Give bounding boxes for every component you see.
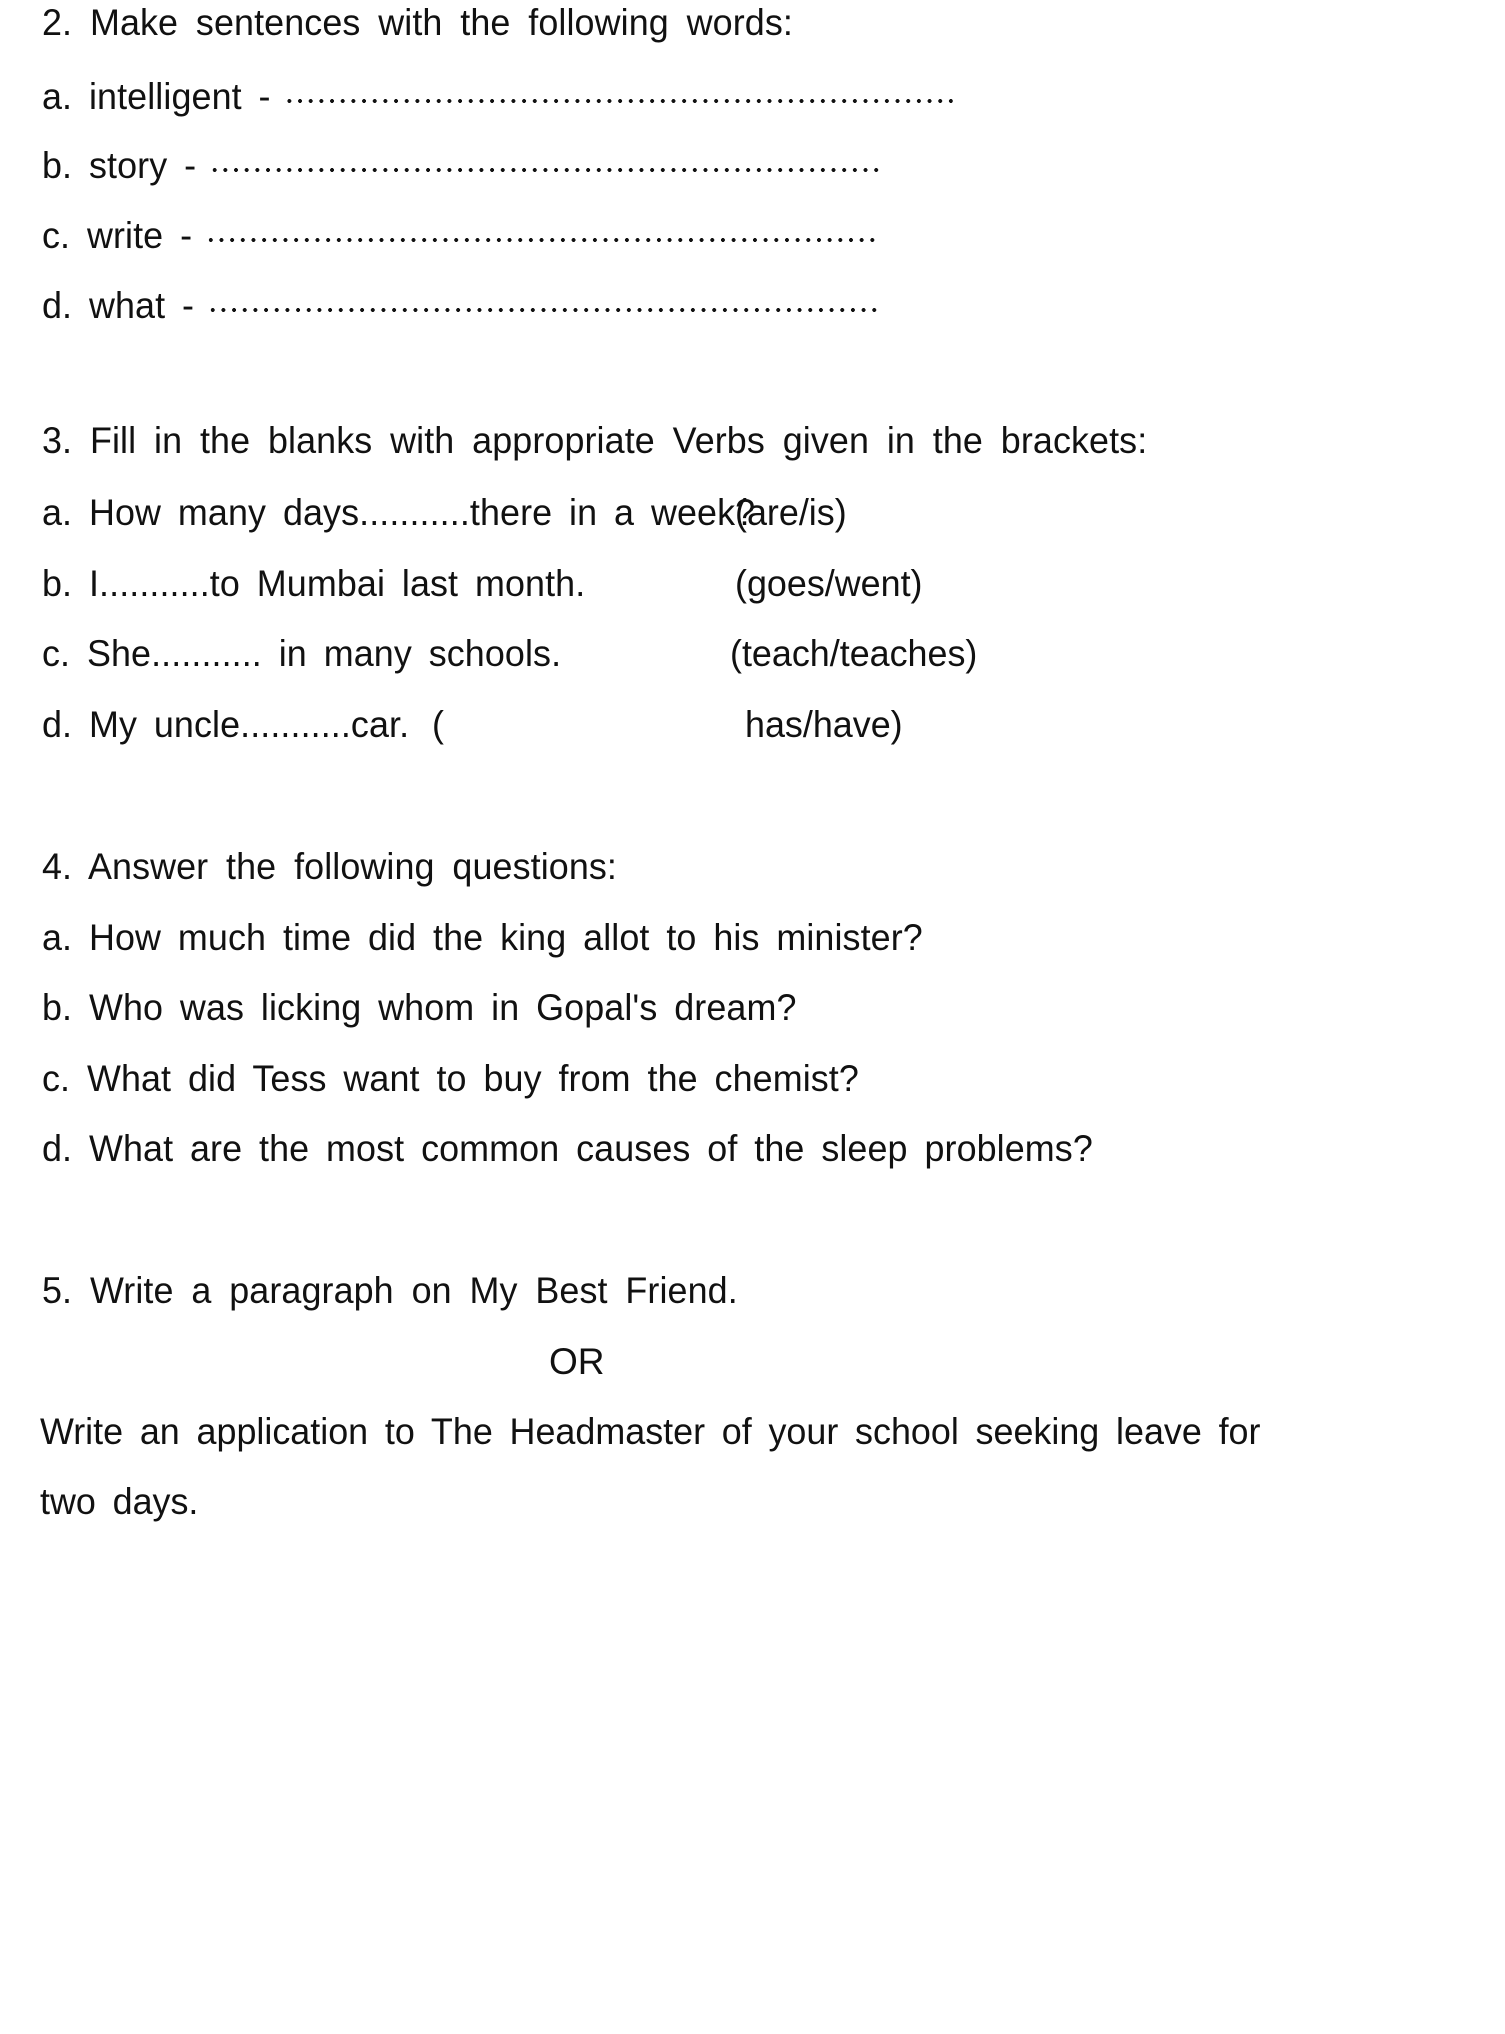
section-2-item-d-blank[interactable] (211, 281, 880, 318)
section-2-heading: 2. Make sentences with the following words: (42, 2, 793, 43)
section-2-item-d (42, 281, 880, 324)
section-2-item-c-blank[interactable] (209, 211, 878, 248)
section-5-alternate-line-2: two days. (40, 1481, 199, 1522)
section-2-item-b-blank[interactable] (213, 141, 882, 178)
section-5-alternate-line-1: Write an application to The Headmaster of your school seeking leave for (40, 1411, 1261, 1452)
section-2-item-b-label: b. story - (42, 145, 214, 186)
section-2-item-c (42, 211, 878, 254)
section-4-item-b: b. Who was licking whom in Gopal's dream? (42, 987, 797, 1028)
section-3-item-c-bracket: (teach/teaches) (730, 633, 978, 674)
section-2-item-a-blank[interactable] (287, 72, 952, 109)
section-3-item-a-bracket: (are/is) (735, 492, 847, 533)
section-2-item-c-label: c. write - (42, 215, 210, 256)
section-3-item-d-bracket-open: ( (432, 704, 444, 745)
section-2-item-d-label: d. what - (42, 285, 211, 326)
section-3-item-d-bracket: has/have) (745, 704, 903, 745)
section-4-item-c: c. What did Tess want to buy from the chemist? (42, 1058, 859, 1099)
section-4-item-a: a. How much time did the king allot to his minister? (42, 917, 923, 958)
section-2-item-b (42, 141, 882, 184)
section-3-item-b-bracket: (goes/went) (735, 563, 923, 604)
section-5-heading: 5. Write a paragraph on My Best Friend. (42, 1270, 738, 1311)
section-4-item-d: d. What are the most common causes of the sleep problems? (42, 1128, 1093, 1169)
section-3-item-d-label: d. My uncle...........car. (42, 704, 410, 745)
section-2-item-a-label: a. intelligent - (42, 76, 288, 117)
section-3-item-a-label: a. How many days...........there in a week? (42, 492, 756, 533)
section-3-item-b-label: b. I...........to Mumbai last month. (42, 563, 586, 604)
section-5-or-label: OR (549, 1341, 605, 1382)
section-3-item-c-label: c. She........... in many schools. (42, 633, 562, 674)
section-3-heading: 3. Fill in the blanks with appropriate Verbs given in the brackets: (42, 420, 1148, 461)
section-2-item-a (42, 72, 953, 115)
section-4-heading: 4. Answer the following questions: (42, 846, 618, 887)
